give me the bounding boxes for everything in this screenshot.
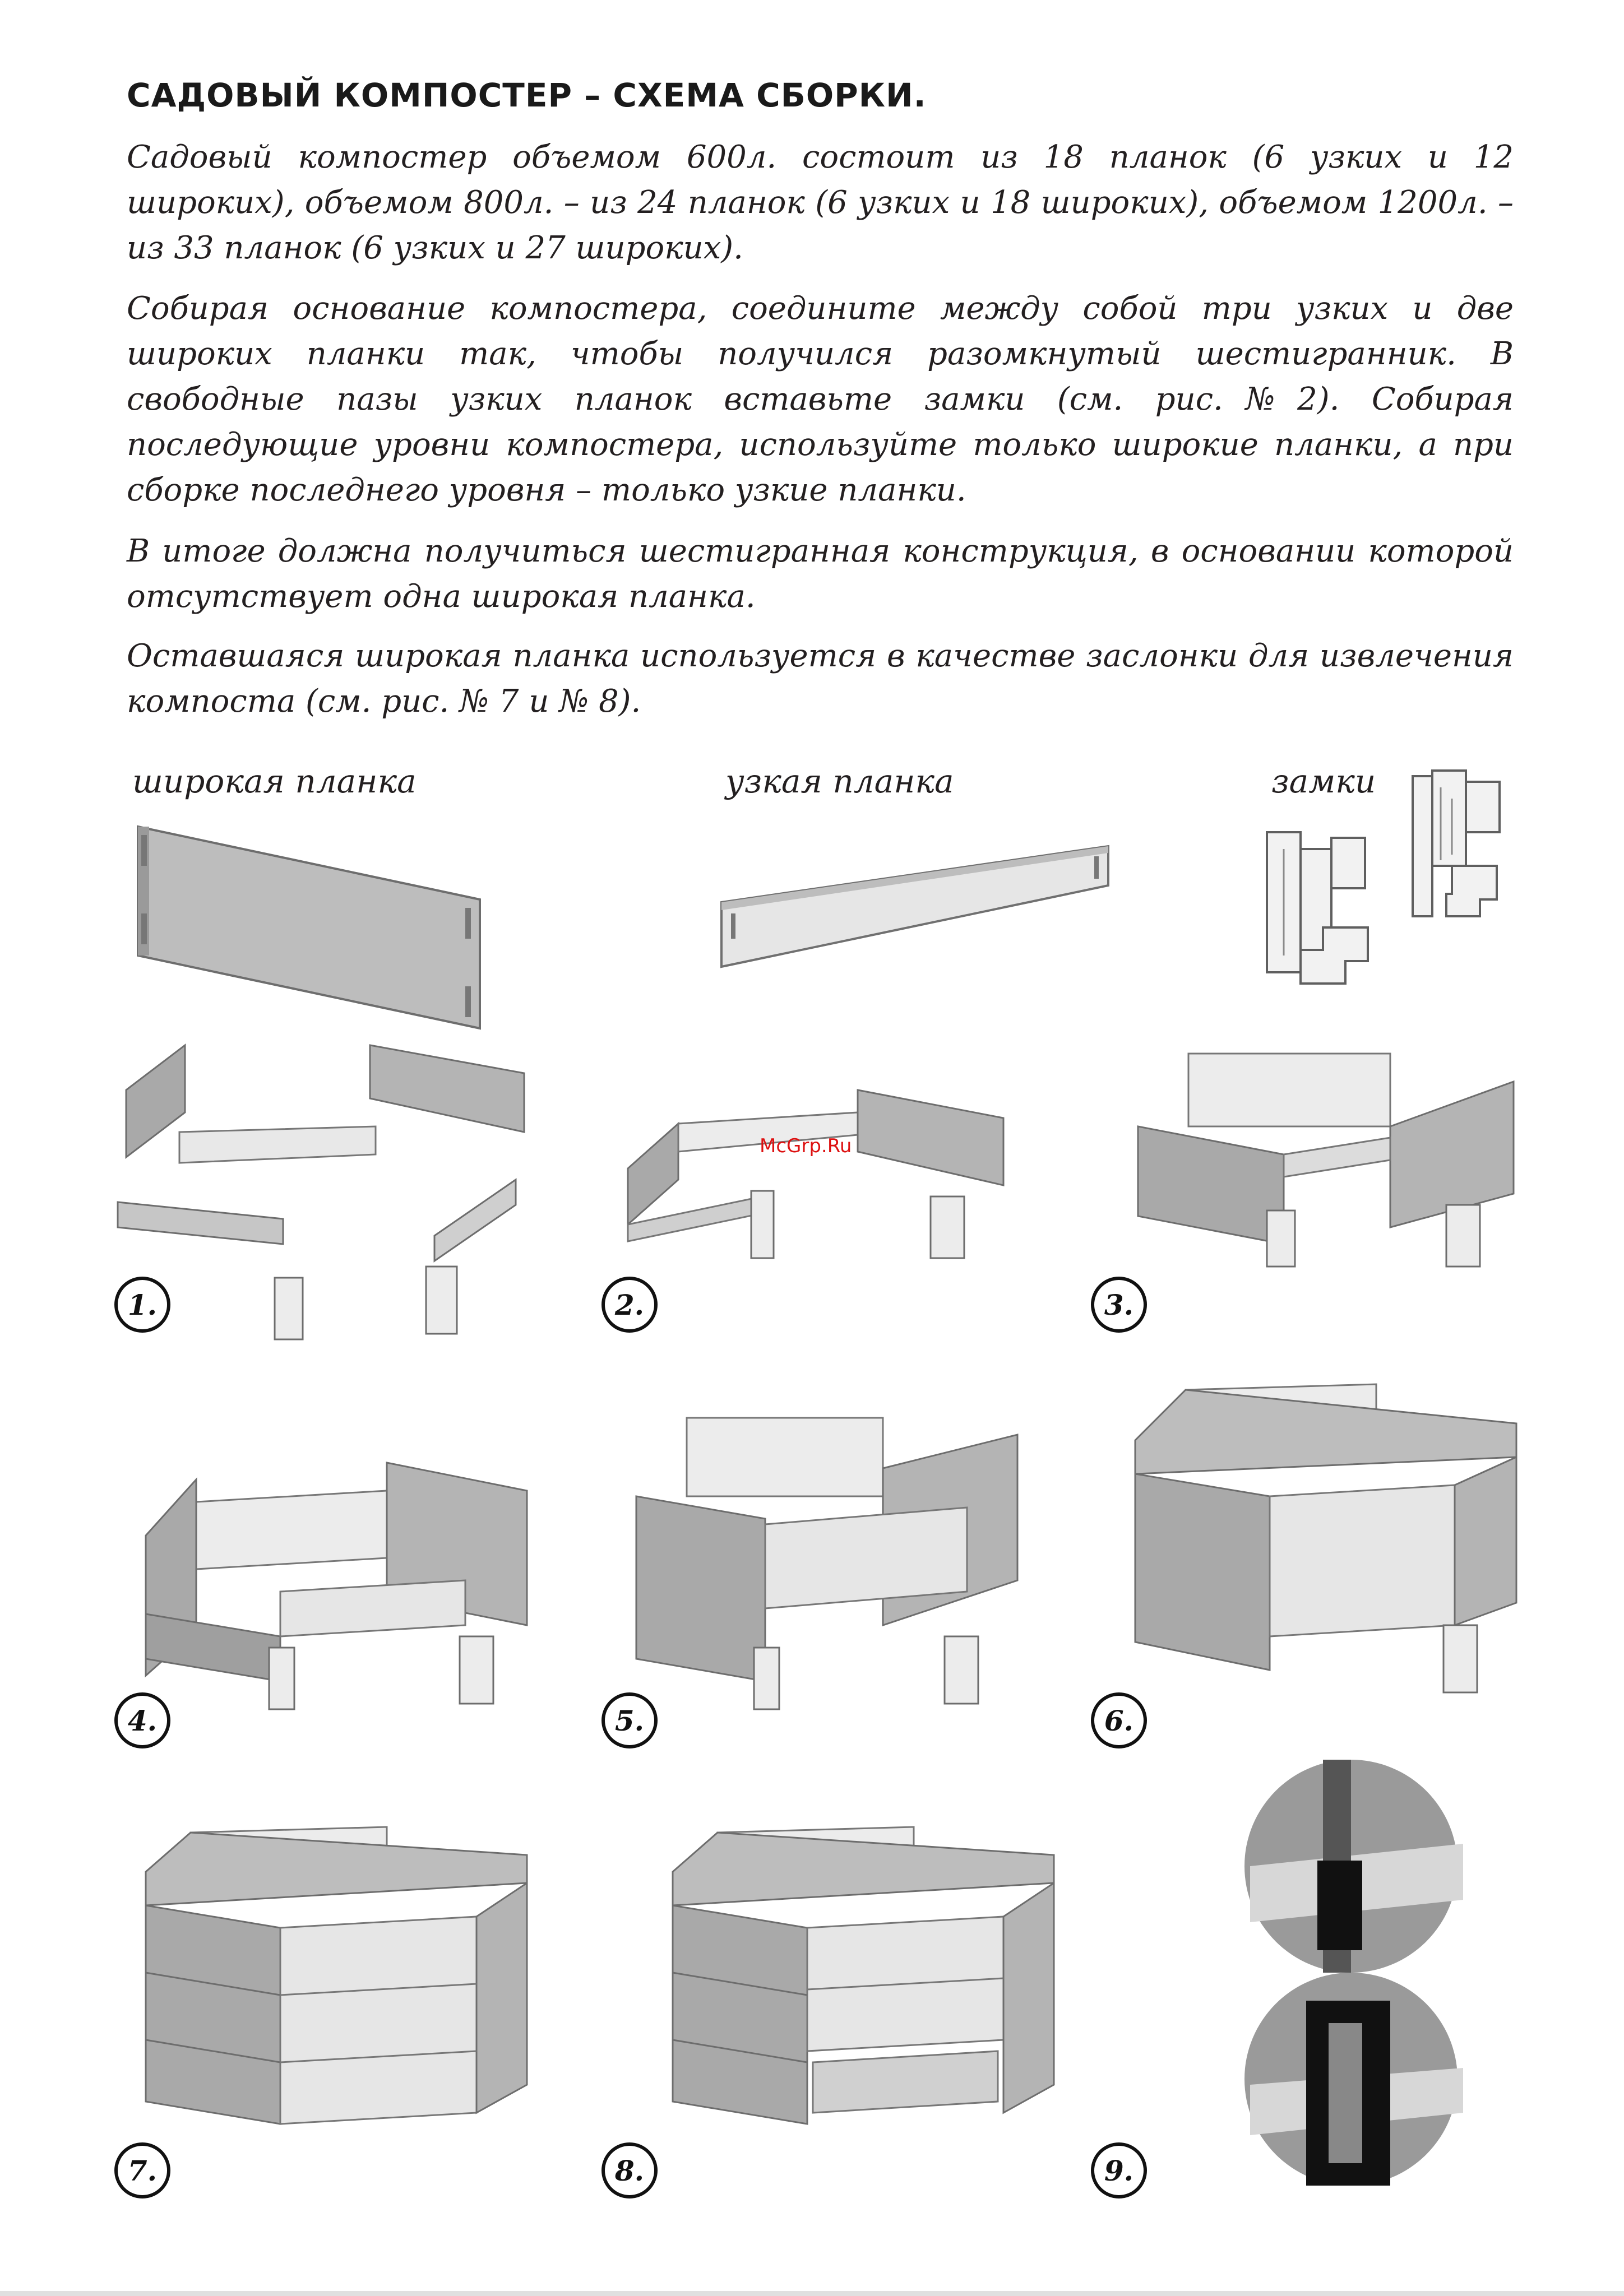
paragraph-assembly: Собирая основание компостера, соедините между собой три узких и две широких планки так, чтобы получился разомкнутый шестигранник. В свободные пазы узких планок вставьте замки (см. рис.№2). Собирая последующие уровни компостера, используйте только широкие планки, а при сборке последнего уровня – только узкие планки.	[127, 290, 1514, 508]
figure-8-illustration	[667, 1821, 1059, 2158]
figure-6-illustration	[1130, 1379, 1528, 1704]
label-locks: замки	[1271, 762, 1376, 800]
narrow-plank-illustration	[719, 841, 1111, 975]
locks-illustration	[1261, 765, 1525, 1012]
figure-9-illustration	[1233, 1754, 1469, 2202]
figure-number-1: 1.	[114, 1277, 170, 1333]
figure-number-8: 8.	[602, 2142, 658, 2198]
page-bottom-rule	[0, 2291, 1624, 2296]
figure-1-illustration	[112, 1037, 538, 1345]
figure-number-2: 2.	[602, 1277, 658, 1333]
figure-7-illustration	[140, 1821, 533, 2158]
figure-number-4: 4.	[114, 1692, 170, 1748]
wide-plank-illustration	[127, 821, 485, 1034]
page-title: САДОВЫЙ КОМПОСТЕР – СХЕМА СБОРКИ.	[127, 76, 927, 114]
figure-2-illustration	[617, 1068, 1020, 1269]
paragraph-result: В итоге должна получиться шестигранная конструкция, в основании которой отсутствует одна широкая планка.	[127, 533, 1514, 615]
figure-5-illustration	[631, 1412, 1023, 1715]
paragraph-composition: Садовый компостер объемом 600л. состоит из 18 планок (6 узких и 12 широких), объемом 800л. – из 24 планок (6 узких и 18 широких), объемом 1200л. – из 33 планок (6 узких и 27 широких).	[127, 139, 1514, 266]
label-narrow-plank: узкая планка	[725, 762, 954, 800]
figure-3-illustration	[1132, 1048, 1525, 1272]
figure-number-5: 5.	[602, 1692, 658, 1748]
figure-number-9: 9.	[1091, 2142, 1147, 2198]
watermark: McGrp.Ru	[760, 1135, 852, 1157]
figure-number-6: 6.	[1091, 1692, 1147, 1748]
figure-number-7: 7.	[114, 2142, 170, 2198]
label-wide-plank: широкая планка	[132, 762, 417, 800]
figure-4-illustration	[140, 1446, 544, 1715]
figure-number-3: 3.	[1091, 1277, 1147, 1333]
paragraph-door: Оставшаяся широкая планка используется в качестве заслонки для извлечения компоста (см. рис. № 7 и № 8).	[127, 638, 1514, 720]
